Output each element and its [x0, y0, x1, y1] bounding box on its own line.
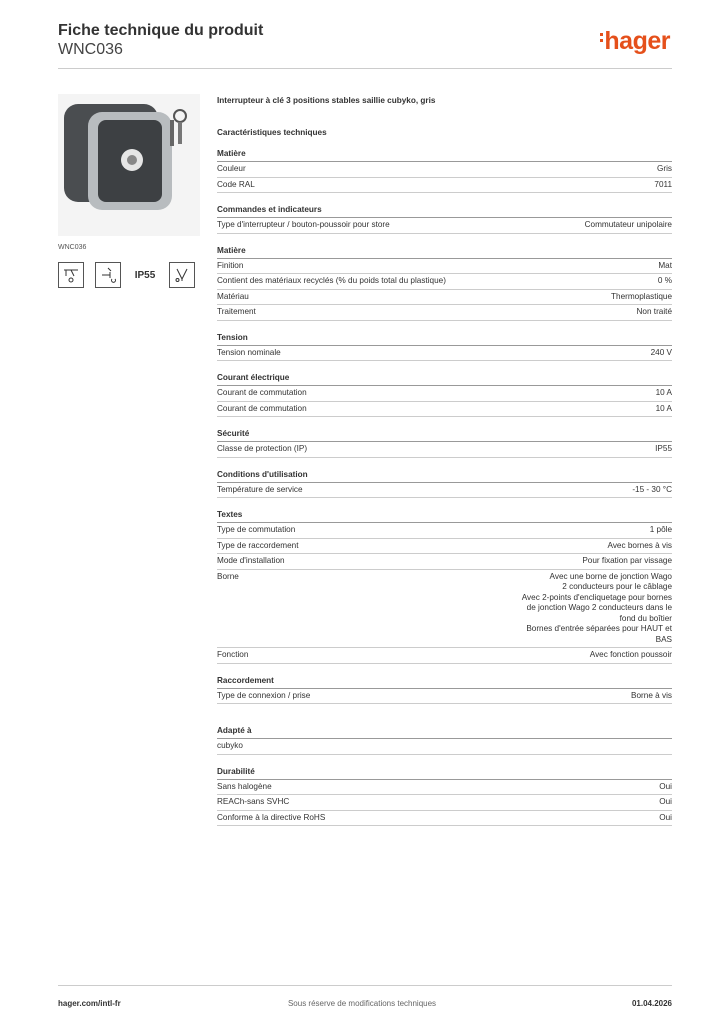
hager-logo: hager — [600, 27, 670, 56]
spec-value: 10 A — [655, 388, 672, 397]
spec-row — [217, 346, 672, 362]
spec-row — [217, 554, 672, 570]
spec-row — [217, 523, 672, 539]
spec-label: Type d'interrupteur / bouton-poussoir pour store — [217, 220, 390, 229]
spec-row — [217, 739, 672, 755]
footer-date: 01.04.2026 — [631, 999, 672, 1008]
spec-row — [217, 539, 672, 555]
spec-label: Borne — [217, 571, 239, 581]
spec-row — [217, 648, 672, 664]
footer-disclaimer: Sous réserve de modifications techniques — [287, 999, 437, 1008]
spec-row — [217, 305, 672, 321]
section-title: Commandes et indicateurs — [217, 205, 672, 218]
switch-symbol-icon — [58, 262, 84, 288]
spec-label: Température de service — [217, 484, 303, 494]
spec-value: Avec fonction poussoir — [589, 650, 672, 659]
spec-value: Gris — [656, 164, 672, 173]
spec-value: 10 A — [655, 403, 672, 413]
section-title: Matière — [217, 149, 672, 162]
spec-row — [217, 259, 672, 275]
spec-label: Courant de commutation — [217, 403, 307, 413]
spec-value: Non traité — [636, 307, 672, 316]
section-title: Tension — [217, 333, 672, 346]
page-header — [58, 22, 263, 59]
spec-row — [217, 274, 672, 290]
spec-row — [217, 795, 672, 811]
spec-label: Tension nominale — [217, 347, 281, 357]
section-title: Courant électrique — [217, 373, 672, 386]
spec-section — [217, 373, 672, 417]
header-divider — [58, 68, 672, 69]
characteristics-title: Caractéristiques techniques — [217, 128, 327, 137]
technical-sheet — [217, 96, 672, 826]
spec-section — [217, 333, 672, 362]
spec-label: cubyko — [217, 741, 243, 750]
spec-section — [217, 676, 672, 705]
key-switch-icon — [95, 262, 121, 288]
spec-section — [217, 429, 672, 458]
image-caption: WNC036 — [58, 244, 87, 251]
spec-row — [217, 290, 672, 306]
spec-value: 7011 — [654, 179, 672, 189]
property-icons — [58, 262, 206, 288]
spec-value: IP55 — [655, 444, 672, 453]
spec-label: Conforme à la directive RoHS — [217, 812, 326, 822]
footer-website: hager.com/intl-fr — [58, 999, 121, 1008]
spec-value: Thermoplastique — [611, 291, 672, 301]
spec-row — [217, 780, 672, 796]
spec-row — [217, 162, 672, 178]
section-title: Sécurité — [217, 429, 672, 442]
spec-value: Oui — [659, 781, 672, 791]
spec-label: Couleur — [217, 164, 246, 173]
spec-section — [217, 510, 672, 664]
section-title: Matière — [217, 246, 672, 259]
spec-label: Traitement — [217, 307, 256, 316]
product-name: Interrupteur à clé 3 positions stables saillie cubyko, gris — [217, 96, 436, 105]
spec-label: Courant de commutation — [217, 388, 307, 397]
section-title: Conditions d'utilisation — [217, 470, 672, 483]
spec-section — [217, 767, 672, 827]
page-title: Fiche technique du produit — [58, 22, 264, 39]
spec-label: Fonction — [217, 650, 249, 659]
spec-value: Pour fixation par vissage — [582, 556, 672, 565]
spec-row — [217, 218, 672, 234]
spec-label: Type de connexion / prise — [217, 690, 311, 700]
key-position-icon — [169, 262, 195, 288]
spec-value: Avec une borne de jonction Wago 2 conducteurs pour le câblage Avec 2-points d'encliquetage pour bornes de jonction Wago 2 conducteurs dans le fond du boîtier Bornes d'entrée séparées pour HAUT et BAS — [521, 571, 672, 644]
spec-row — [217, 442, 672, 458]
spec-section — [217, 470, 672, 499]
spec-value: Oui — [659, 797, 672, 806]
spec-label: Type de raccordement — [217, 540, 299, 550]
product-image — [58, 94, 200, 236]
spec-label: Finition — [217, 260, 244, 270]
spec-label: Classe de protection (IP) — [217, 444, 308, 453]
spec-row — [217, 402, 672, 418]
spec-row — [217, 178, 672, 194]
product-reference: WNC036 — [58, 41, 123, 58]
spec-label: Type de commutation — [217, 525, 296, 534]
spec-label: Code RAL — [217, 179, 255, 189]
spec-section — [217, 246, 672, 321]
spec-row — [217, 386, 672, 402]
section-title: Textes — [217, 510, 672, 523]
spec-value: Borne à vis — [631, 690, 672, 700]
spec-section — [217, 205, 672, 234]
spec-value: Avec bornes à vis — [607, 540, 672, 550]
spec-section — [217, 726, 672, 755]
spec-row — [217, 811, 672, 827]
spec-label: Mode d'installation — [217, 556, 285, 565]
spec-value: Commutateur unipolaire — [584, 220, 672, 229]
spec-value: 1 pôle — [649, 525, 672, 534]
footer-divider — [58, 985, 672, 986]
spec-value: Mat — [658, 260, 672, 270]
spec-value: 0 % — [657, 276, 672, 285]
spec-row — [217, 483, 672, 499]
spec-value: -15 - 30 °C — [632, 484, 672, 494]
spec-section — [217, 149, 672, 193]
spec-value: Oui — [659, 812, 672, 822]
spec-value: 240 V — [650, 347, 672, 357]
spec-row — [217, 689, 672, 705]
spec-label: REACh-sans SVHC — [217, 797, 290, 806]
spec-sections — [217, 149, 672, 826]
section-title: Durabilité — [217, 767, 672, 780]
spec-label: Contient des matériaux recyclés (% du poids total du plastique) — [217, 276, 446, 285]
spec-row — [217, 570, 672, 649]
section-title: Raccordement — [217, 676, 672, 689]
ip55-badge: IP55 — [134, 269, 156, 281]
spec-label: Sans halogène — [217, 781, 272, 791]
spec-label: Matériau — [217, 291, 249, 301]
section-title: Adapté à — [217, 726, 672, 739]
